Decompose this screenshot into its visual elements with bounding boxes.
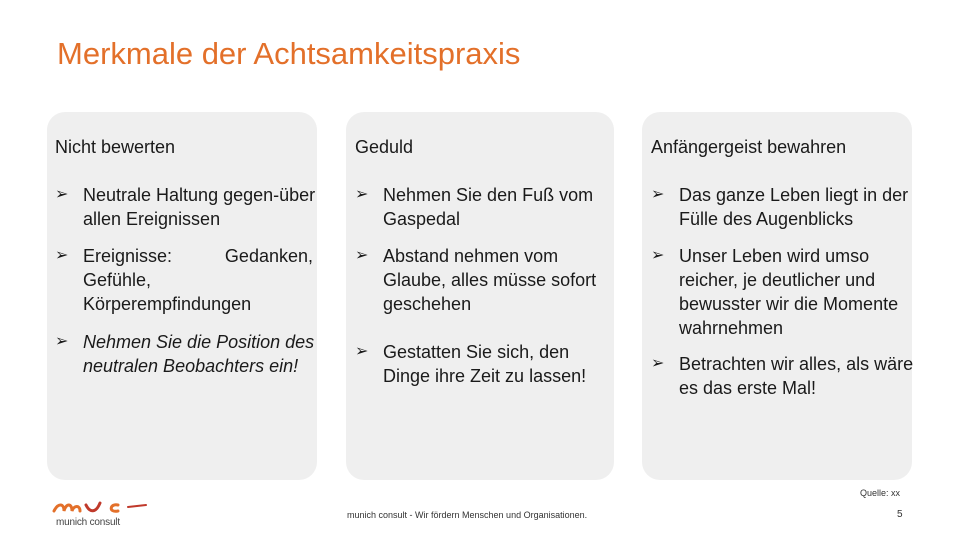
bullet-text: Nehmen Sie den Fuß vom Gaspedal xyxy=(383,185,594,229)
bullet-text: Unser Leben wird umso reicher, je deutlicher und bewusster wir die Momente wahrnehmen xyxy=(679,246,899,338)
bullet-text: Ereignisse: Gedanken, Gefühle, Körperempfindungen xyxy=(83,246,313,314)
column-heading-anfaengergeist: Anfängergeist bewahren xyxy=(651,137,847,157)
bullet-item xyxy=(651,244,924,340)
bullet-text: Neutrale Haltung gegen-über allen Ereignissen xyxy=(83,185,316,229)
bullet-item xyxy=(55,183,319,231)
logo-text: munich consult xyxy=(56,517,120,528)
bullet-text: Gestatten Sie sich, den Dinge ihre Zeit zu lassen! xyxy=(383,342,587,386)
column-heading-geduld: Geduld xyxy=(355,137,414,157)
bullet-item xyxy=(55,330,319,378)
bullet-text: Betrachten wir alles, als wäre es das erste Mal! xyxy=(679,354,914,398)
column-heading-nicht-bewerten: Nicht bewerten xyxy=(55,137,176,157)
page-number: 5 xyxy=(897,509,903,520)
footer-text: munich consult - Wir fördern Menschen und Organisationen. xyxy=(347,510,588,520)
bullet-item xyxy=(355,340,619,388)
arrow-bullet-icon: ➢ xyxy=(55,247,69,264)
bullet-text: Das ganze Leben liegt in der Fülle des Augenblicks xyxy=(679,185,909,229)
arrow-bullet-icon: ➢ xyxy=(355,247,369,264)
arrow-bullet-icon: ➢ xyxy=(355,186,369,203)
bullet-text: Nehmen Sie die Position des neutralen Beobachters ein! xyxy=(83,332,315,376)
bullet-item xyxy=(355,183,613,231)
bullet-item xyxy=(651,352,915,400)
arrow-bullet-icon: ➢ xyxy=(355,343,369,360)
bullet-item xyxy=(651,183,919,231)
arrow-bullet-icon: ➢ xyxy=(651,247,665,264)
bullet-item xyxy=(55,244,313,316)
source-note: Quelle: xx xyxy=(860,488,901,498)
slide-title: Merkmale der Achtsamkeitspraxis xyxy=(57,36,521,71)
arrow-bullet-icon: ➢ xyxy=(55,186,69,203)
arrow-bullet-icon: ➢ xyxy=(651,355,665,372)
bullet-item xyxy=(355,244,605,316)
arrow-bullet-icon: ➢ xyxy=(651,186,665,203)
bullet-text: Abstand nehmen vom Glaube, alles müsse sofort geschehen xyxy=(383,246,597,314)
arrow-bullet-icon: ➢ xyxy=(55,333,69,350)
